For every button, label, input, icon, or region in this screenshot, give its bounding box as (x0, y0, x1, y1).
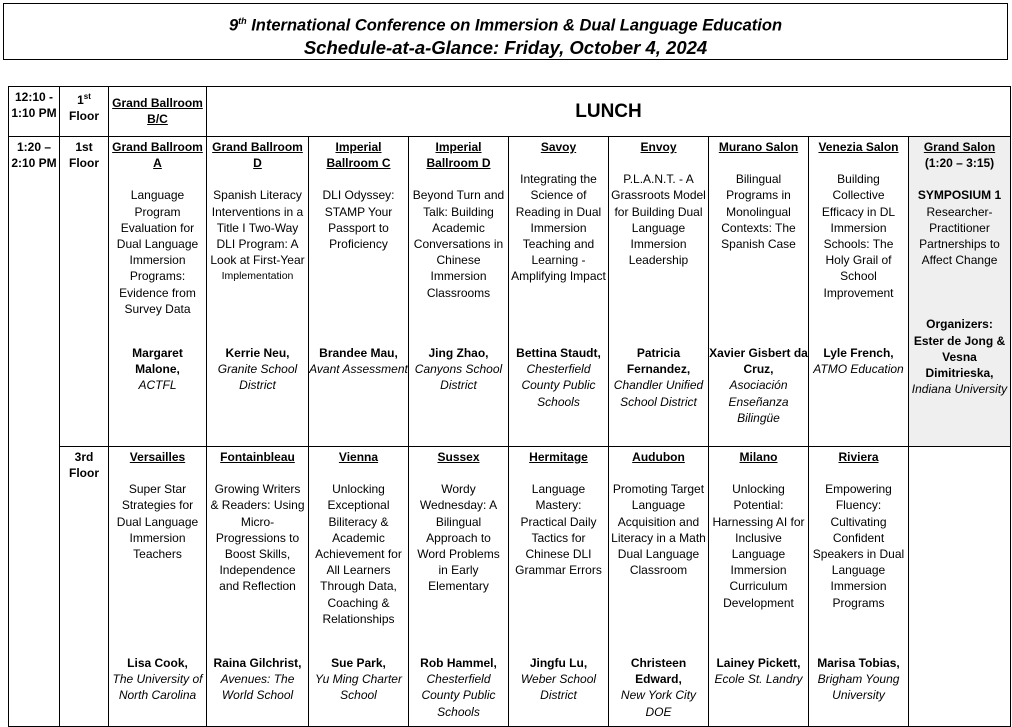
session-cell (309, 137, 409, 447)
presenter-block (609, 655, 708, 720)
session-cell (309, 447, 409, 727)
room-name: Hermitage (529, 450, 588, 464)
presenter-name: Lainey Pickett, (716, 656, 801, 670)
session-cell (409, 137, 509, 447)
lunch-label: LUNCH (207, 87, 1011, 137)
presenter-name: Raina Gilchrist, (213, 656, 302, 670)
presenter-name: Kerrie Neu, (225, 346, 290, 360)
session-cell (109, 447, 207, 727)
session-title: Integrating the Science of Reading in Dual Immersion Teaching and Learning - Amplifying Impact (511, 172, 606, 284)
empty-cell (909, 447, 1011, 727)
presenter-affiliation: Chesterfield County Public Schools (421, 672, 496, 719)
presenter-block (809, 345, 908, 377)
lunch-floor: 1st Floor (60, 87, 109, 137)
room-name: Grand Ballroom A (112, 140, 203, 171)
room-name: Sussex (437, 450, 480, 464)
presenter-affiliation: Brigham Young University (817, 672, 900, 703)
room-name: Imperial Ballroom D (426, 140, 491, 171)
presenter-name: Brandee Mau, (319, 346, 398, 360)
lunch-room: Grand Ballroom B/C (112, 96, 203, 127)
presenter-affiliation: Weber School District (520, 672, 597, 703)
symposium-label: SYMPOSIUM 1 (917, 188, 1002, 203)
presenter-block (309, 655, 408, 704)
presenter-block (207, 345, 308, 394)
floor1-label: 1st Floor (60, 137, 109, 447)
title-ordinal: 9 (228, 16, 239, 35)
session-title: Wordy Wednesday: A Bilingual Approach to Word Problems in Early Elementary (417, 482, 500, 594)
room-name: Fontainbleau (220, 450, 295, 464)
session-title: Empowering Fluency: Cultivating Confident Speakers in Dual Language Immersion Programs (812, 482, 905, 610)
session-title: Building Collective Efficacy in DL Immersion Schools: The Holy Grail of School Improvement (821, 172, 896, 300)
session-title: Super Star Strategies for Dual Language Immersion Teachers (116, 482, 199, 562)
session-title: Language Mastery: Practical Daily Tactics for Chinese DLI Grammar Errors (515, 482, 602, 578)
presenter-block (609, 345, 708, 410)
title-box (3, 3, 1008, 60)
session-cell (509, 137, 609, 447)
room-name: Vienna (338, 450, 379, 464)
schedule-subtitle: Schedule-at-a-Glance: Friday, October 4, 2024 (303, 36, 708, 58)
schedule-table (8, 86, 1011, 727)
presenter-affiliation: Yu Ming Charter School (315, 672, 402, 703)
presenter-name: Lisa Cook, (127, 656, 188, 670)
room-name: Riviera (838, 450, 879, 464)
presenter-affiliation: Ecole St. Landry (714, 672, 803, 687)
session-cell (709, 137, 809, 447)
session-cell (109, 137, 207, 447)
session-title: P.L.A.N.T. - A Grassroots Model for Building Dual Language Immersion Leadership (611, 172, 706, 268)
lunch-row (9, 87, 1011, 137)
presenter-affiliation: New York City DOE (620, 688, 697, 719)
session-title: DLI Odyssey: STAMP Your Passport to Proficiency (322, 188, 395, 252)
room-name: Milano (739, 450, 778, 464)
presenter-name: Bettina Staudt, (516, 346, 601, 360)
presenter-affiliation: Chandler Unified School District (613, 378, 704, 409)
session-title: Promoting Target Language Acquisition and Literacy in a Math Dual Language Classroom (611, 482, 706, 578)
session-cell (409, 447, 509, 727)
room-name: Envoy (640, 140, 677, 154)
symposium-time: (1:20 – 3:15) (924, 156, 995, 171)
lunch-time: 12:10 - 1:10 PM (9, 87, 60, 137)
presenter-block (709, 655, 808, 687)
presenter-affiliation: Chesterfield County Public Schools (521, 362, 596, 409)
presenter-affiliation: The University of North Carolina (112, 672, 203, 703)
room-name: Imperial Ballroom C (326, 140, 391, 171)
symposium-room: Grand Salon (923, 140, 996, 154)
session-cell (809, 137, 909, 447)
floor3-label: 3rd Floor (60, 447, 109, 727)
room-name: Audubon (632, 450, 685, 464)
session-title: Growing Writers & Readers: Using Micro-Progressions to Boost Skills, Independence and Reflection (210, 482, 305, 594)
room-name: Venezia Salon (818, 140, 899, 154)
floor3-session-row (9, 447, 1011, 727)
presenter-block (809, 655, 908, 704)
presenter-affiliation: ACTFL (138, 378, 177, 393)
session-title: Bilingual Programs in Monolingual Contexts: The Spanish Case (721, 172, 796, 252)
session-cell (709, 447, 809, 727)
presenter-name: Rob Hammel, (420, 656, 497, 670)
presenter-name: Jingfu Lu, (529, 656, 588, 670)
session-time: 1:20 – 2:10 PM (9, 137, 60, 727)
organizers-affiliation: Indiana University (911, 382, 1008, 397)
session-cell (809, 447, 909, 727)
session-title: Unlocking Exceptional Biliteracy & Academic Achievement for All Learners Through Data, Coaching & Relationships (315, 482, 402, 626)
symposium-title: Researcher-Practitioner Partnerships to Affect Change (919, 204, 1000, 268)
presenter-name: Margaret Malone, (132, 346, 183, 377)
session-title: Beyond Turn and Talk: Building Academic Conversations in Chinese Immersion Classrooms (412, 188, 505, 300)
presenter-block (509, 655, 608, 704)
presenter-block (509, 345, 608, 410)
floor1-session-row (9, 137, 1011, 447)
presenter-affiliation: Canyons School District (414, 362, 503, 393)
presenter-affiliation: Avenues: The World School (220, 672, 295, 703)
organizers-names: Ester de Jong & Vesna Dimitrieska, (913, 333, 1006, 381)
session-cell (207, 137, 309, 447)
presenter-block (109, 345, 206, 394)
session-cell (609, 137, 709, 447)
session-cell (509, 447, 609, 727)
room-name: Savoy (540, 140, 577, 154)
presenter-name: Christeen Edward, (630, 656, 687, 687)
presenter-block (207, 655, 308, 704)
presenter-affiliation: Granite School District (217, 362, 298, 393)
session-title: Language Program Evaluation for Dual Language Immersion Programs: Evidence from Survey Data (116, 188, 199, 316)
title-text: International Conference on Immersion & Dual Language Education (246, 16, 783, 35)
session-title: Spanish Literacy Interventions in a Title I Two-Way DLI Program: A Look at First-Year (210, 188, 305, 268)
room-name: Versailles (129, 450, 186, 464)
presenter-block (409, 655, 508, 720)
organizers-label: Organizers: (926, 317, 993, 332)
presenter-name: Sue Park, (331, 656, 386, 670)
presenter-block (709, 345, 808, 426)
presenter-affiliation: Asociación Enseñanza Bilingüe (728, 378, 789, 425)
presenter-name: Xavier Gisbert da Cruz, (709, 346, 808, 377)
symposium-cell (909, 137, 1011, 447)
presenter-affiliation: ATMO Education (813, 362, 904, 377)
presenter-name: Marisa Tobias, (817, 656, 900, 670)
session-title: Unlocking Potential: Harnessing AI for Inclusive Language Immersion Curriculum Development (712, 482, 805, 610)
session-title-extra: Implementation (221, 270, 294, 283)
presenter-block (109, 655, 206, 704)
presenter-name: Lyle French, (823, 346, 894, 360)
lunch-room-cell (109, 87, 207, 137)
presenter-block (309, 345, 408, 377)
room-name: Grand Ballroom D (212, 140, 303, 171)
conference-title (4, 11, 1007, 36)
presenter-name: Jing Zhao, (428, 346, 489, 360)
presenter-affiliation: Avant Assessment (309, 362, 408, 377)
room-name: Murano Salon (718, 140, 799, 154)
presenter-block (409, 345, 508, 394)
title-ordinal-suffix: th (238, 16, 247, 26)
session-cell (609, 447, 709, 727)
presenter-name: Patricia Fernandez, (626, 346, 691, 377)
session-cell (207, 447, 309, 727)
